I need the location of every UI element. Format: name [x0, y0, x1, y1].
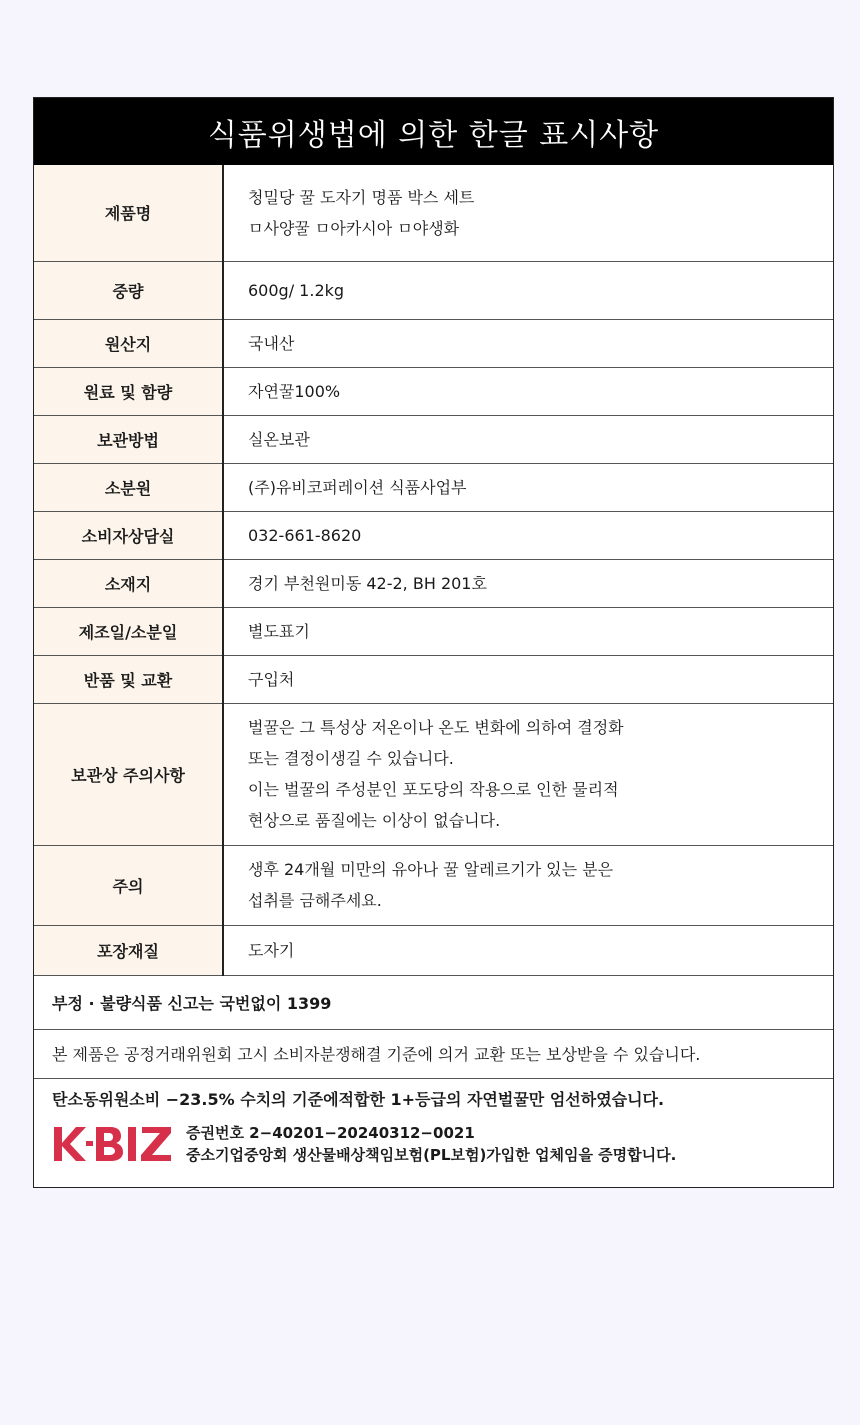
row-value — [223, 559, 833, 607]
row-value — [223, 367, 833, 415]
value-line: (주)유비코퍼레이션 식품사업부 — [248, 477, 467, 497]
value-line: 600g/ 1.2kg — [248, 280, 345, 300]
value-line: 벌꿀은 그 특성상 저온이나 온도 변화에 의하여 결정화 — [248, 718, 624, 737]
table-row — [34, 703, 833, 845]
value-line: 별도표기 — [248, 621, 310, 641]
row-label: 제품명 — [34, 165, 223, 261]
row-value — [223, 415, 833, 463]
certification — [52, 1121, 815, 1167]
row-label: 포장재질 — [34, 925, 223, 975]
value-line: 이는 벌꿀의 주성분인 포도당의 작용으로 인한 물리적 — [248, 780, 619, 799]
value-line: 섭취를 금해주세요. — [248, 891, 382, 910]
row-value — [223, 845, 833, 925]
table-row — [34, 463, 833, 511]
value-line: 경기 부천원미동 42-2, BH 201호 — [248, 573, 487, 593]
row-label: 소비자상담실 — [34, 511, 223, 559]
row-value — [223, 655, 833, 703]
row-label: 원산지 — [34, 319, 223, 367]
table-row — [34, 415, 833, 463]
cert-statement: 중소기업중앙회 생산물배상책임보험(PL보험)가입한 업체임을 증명합니다. — [186, 1145, 677, 1164]
value-line: 또는 결정이생길 수 있습니다. — [248, 749, 454, 768]
cert-text — [186, 1122, 676, 1166]
row-label: 소분원 — [34, 463, 223, 511]
cert-number: 증권번호 2−40201−20240312−0021 — [186, 1123, 475, 1142]
value-line: 청밀당 꿀 도자기 명품 박스 세트 — [248, 187, 475, 207]
value-line: 실온보관 — [248, 429, 310, 449]
table-row — [34, 559, 833, 607]
notice-line: 본 제품은 공정거래위원회 고시 소비자분쟁해결 기준에 의거 교환 또는 보상받을 수 있습니다. — [34, 1030, 833, 1079]
row-label: 보관상 주의사항 — [34, 703, 223, 845]
row-value — [223, 703, 833, 845]
value-line: 자연꿀100% — [248, 381, 341, 401]
label-sheet — [33, 97, 834, 1188]
table-row — [34, 655, 833, 703]
table-row — [34, 925, 833, 975]
carbon-line: 탄소동위원소비 −23.5% 수치의 기준에적합한 1+등급의 자연벌꿀만 엄선하였습니다. — [52, 1089, 665, 1109]
kbiz-logo — [52, 1121, 174, 1167]
value-line: 현상으로 품질에는 이상이 없습니다. — [248, 811, 501, 830]
row-value — [223, 165, 833, 261]
row-label: 제조일/소분일 — [34, 607, 223, 655]
value-line: 032-661-8620 — [248, 525, 362, 545]
value-line: ㅁ사양꿀 ㅁ아카시아 ㅁ야생화 — [248, 218, 460, 238]
row-label: 중량 — [34, 261, 223, 319]
row-value — [223, 463, 833, 511]
info-table — [34, 165, 833, 976]
value-line: 생후 24개월 미만의 유아나 꿀 알레르기가 있는 분은 — [248, 860, 614, 879]
table-row — [34, 845, 833, 925]
table-row — [34, 511, 833, 559]
row-value — [223, 607, 833, 655]
row-label: 원료 및 함량 — [34, 367, 223, 415]
value-line: 국내산 — [248, 333, 295, 353]
row-label: 주의 — [34, 845, 223, 925]
report-line: 부정 · 불량식품 신고는 국번없이 1399 — [34, 976, 833, 1030]
row-value — [223, 925, 833, 975]
footer — [34, 1079, 833, 1187]
page-title: 식품위생법에 의한 한글 표시사항 — [34, 98, 833, 165]
row-label: 소재지 — [34, 559, 223, 607]
table-row — [34, 261, 833, 319]
table-row — [34, 165, 833, 261]
table-row — [34, 367, 833, 415]
row-value — [223, 511, 833, 559]
row-value — [223, 261, 833, 319]
row-label: 보관방법 — [34, 415, 223, 463]
value-line: 구입처 — [248, 669, 295, 689]
table-row — [34, 319, 833, 367]
row-value — [223, 319, 833, 367]
value-line: 도자기 — [248, 940, 295, 960]
row-label: 반품 및 교환 — [34, 655, 223, 703]
table-row — [34, 607, 833, 655]
